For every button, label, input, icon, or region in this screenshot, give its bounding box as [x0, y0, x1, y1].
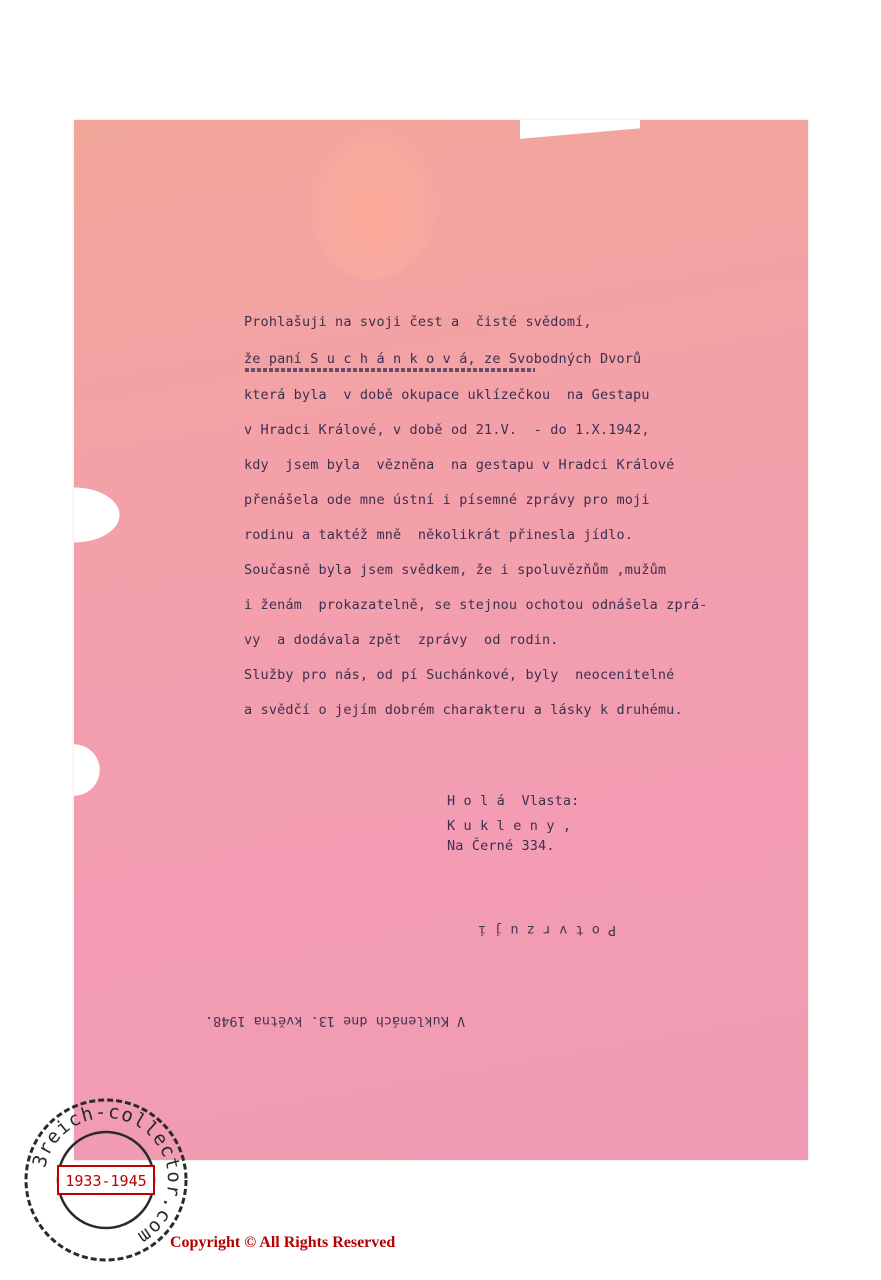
paper-tear	[520, 120, 640, 156]
collector-stamp	[22, 1096, 190, 1264]
confirmation-upside-down: P o t v r z u j i	[478, 922, 617, 938]
body-line-7: rodinu a taktéž mně několikrát přinesla jídlo.	[244, 527, 634, 543]
body-line-2: že paní S u c h á n k o v á, ze Svobodných Dvorů	[244, 351, 642, 367]
body-line-11: Služby pro nás, od pí Suchánkové, byly neocenitelné	[244, 667, 675, 683]
signature-address: Na Černé 334.	[447, 838, 555, 854]
copyright-notice: Copyright © All Rights Reserved	[170, 1234, 396, 1251]
body-line-9: i ženám prokazatelně, se stejnou ochotou odnášela zprá-	[244, 597, 708, 613]
name-underline	[245, 368, 535, 372]
body-line-12: a svědčí o jejím dobrém charakteru a lásky k druhému.	[244, 702, 683, 718]
paper-tear	[74, 740, 104, 800]
body-line-4: v Hradci Králové, v době od 21.V. - do 1.X.1942,	[244, 422, 650, 438]
body-line-5: kdy jsem byla vězněna na gestapu v Hradci Králové	[244, 457, 675, 473]
stamp-ring-text: 3reich-collector.com	[28, 1100, 186, 1249]
body-line-8: Současně byla jsem svědkem, že i spoluvězňům ,mužům	[244, 562, 667, 578]
date-line-upside-down: V Kuklenách dne 13. května 1948.	[205, 1013, 466, 1029]
body-line-10: vy a dodávala zpět zprávy od rodin.	[244, 632, 559, 648]
body-line-1: Prohlašuji na svoji čest a čisté svědomí,	[244, 314, 592, 330]
signature-name: H o l á Vlasta:	[447, 793, 580, 809]
water-stain	[309, 130, 439, 280]
signature-place: K u k l e n y ,	[447, 818, 572, 834]
stamp-years: 1933-1945	[65, 1172, 147, 1190]
body-line-3: která byla v době okupace uklízečkou na Gestapu	[244, 387, 650, 403]
paper-tear	[74, 480, 132, 550]
body-line-6: přenášela ode mne ústní i písemné zprávy pro moji	[244, 492, 650, 508]
